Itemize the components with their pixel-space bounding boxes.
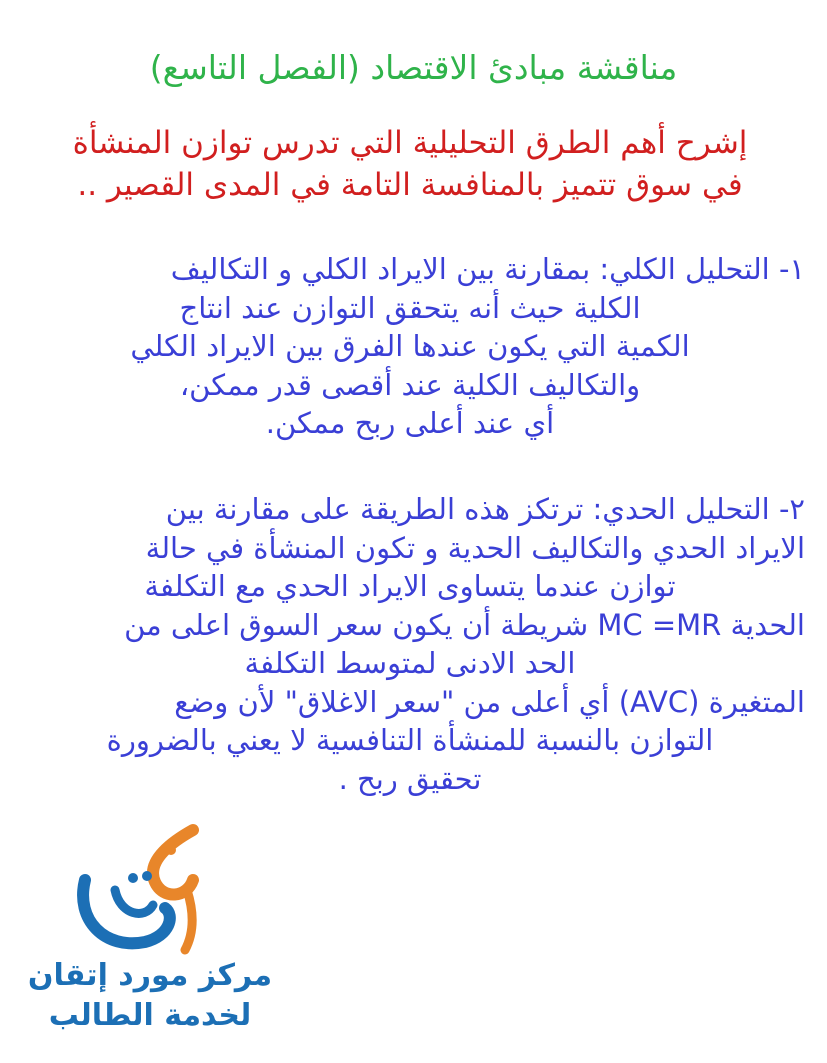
question-text [15,122,805,206]
answer-line: ١- التحليل الكلي: بمقارنة بين الايراد الكلي و التكاليف [170,252,805,286]
question-line: إشرح أهم الطرق التحليلية التي تدرس توازن المنشأة [72,125,748,161]
answer-line: الكلية حيث أنه يتحقق التوازن عند انتاج [179,290,641,325]
answer-line: الكمية التي يكون عندها الفرق بين الايراد الكلي [130,329,690,363]
answer-line: ٢- التحليل الحدي: ترتكز هذه الطريقة على مقارنة بين [165,492,805,526]
answer-line: التوازن بالنسبة للمنشأة التنافسية لا يعني بالضرورة [106,723,714,757]
answer-total-analysis [15,250,805,443]
answer-line: الحد الادنى لمتوسط التكلفة [244,646,576,680]
logo-text-line2: لخدمة الطالب [48,998,252,1033]
answer-line: تحقيق ربح . [338,761,482,796]
answer-line: توازن عندما يتساوى الايراد الحدي مع التكلفة [144,569,676,603]
question-line: في سوق تتميز بالمنافسة التامة في المدى القصير .. [77,167,743,203]
answer-line: المتغيرة (AVC) أي أعلى من "سعر الاغلاق" لأن وضع [174,684,805,719]
itqan-logo-icon [75,820,235,960]
answer-marginal-analysis [15,490,805,798]
itqan-logo [25,820,275,1040]
page-title: مناقشة مبادئ الاقتصاد (الفصل التاسع) [149,48,678,87]
logo-text-line1: مركز مورد إتقان [27,958,273,993]
answer-line: أي عند أعلى ربح ممكن. [265,406,555,440]
answer-line: الايراد الحدي والتكاليف الحدية و تكون المنشأة في حالة [145,530,805,565]
answer-line: والتكاليف الكلية عند أقصى قدر ممكن، [179,367,641,402]
answer-line: الحدية MC =MR شريطة أن يكون سعر السوق اعلى من [124,607,805,642]
